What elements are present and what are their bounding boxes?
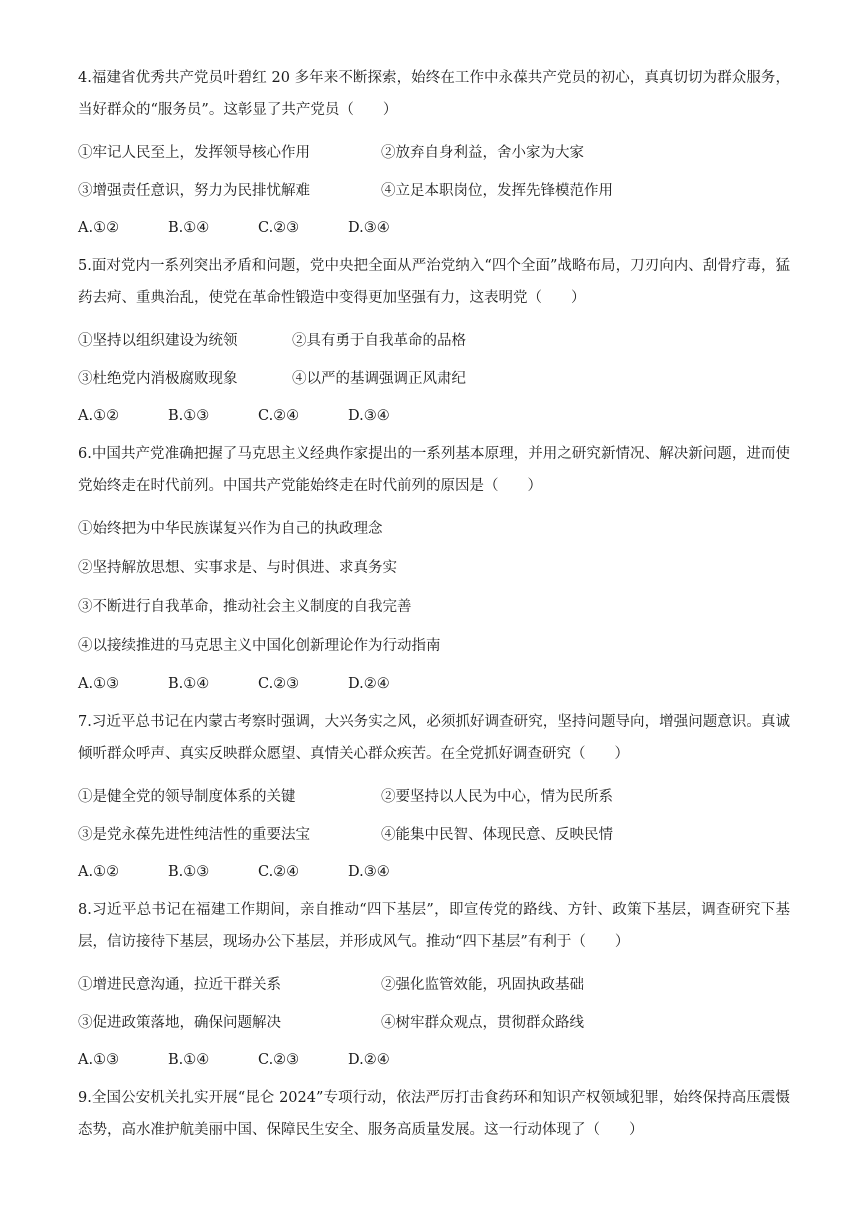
- question-9: [78, 1082, 790, 1146]
- option-row: [78, 814, 790, 852]
- option-1: ①是健全党的领导制度体系的关键: [78, 788, 296, 805]
- question-8: [78, 894, 790, 1080]
- choice-b: B.①④: [168, 1052, 210, 1068]
- choice-d: D.③④: [348, 408, 390, 424]
- question-stem: 5.面对党内一系列突出矛盾和问题，党中央把全面从严治党纳入“四个全面”战略布局，刀刃向内、刮骨疗毒，猛药去疴、重典治乱，使党在革命性锻造中变得更加坚强有力，这表明党（ ）: [78, 258, 790, 306]
- choice-a: A.①③: [78, 676, 120, 692]
- option-2: ②强化监管效能，巩固执政基础: [381, 976, 584, 993]
- option-3: ③是党永葆先进性纯洁性的重要法宝: [78, 826, 310, 843]
- choice-c: C.②④: [258, 408, 300, 424]
- question-stem: 6.中国共产党准确把握了马克思主义经典作家提出的一系列基本原理，并用之研究新情况、解决新问题，进而使党始终走在时代前列。中国共产党能始终走在时代前列的原因是（ ）: [78, 446, 790, 494]
- choice-d: D.②④: [348, 676, 390, 692]
- choice-b: B.①④: [168, 220, 210, 236]
- question-stem: 7.习近平总书记在内蒙古考察时强调，大兴务实之风，必须抓好调查研究，坚持问题导向，增强问题意识。真诚倾听群众呼声、真实反映群众愿望、真情关心群众疾苦。在全党抓好调查研究（ ）: [78, 714, 790, 762]
- answer-choices: [78, 852, 790, 892]
- question-5: [78, 250, 790, 436]
- option-2: ②坚持解放思想、实事求是、与时俱进、求真务实: [78, 560, 397, 576]
- option-1: ①坚持以组织建设为统领: [78, 332, 238, 349]
- option-row: [78, 320, 790, 358]
- option-3: ③促进政策落地，确保问题解决: [78, 1014, 281, 1031]
- option-2: ②具有勇于自我革命的品格: [292, 332, 466, 349]
- choice-b: B.①③: [168, 408, 210, 424]
- choice-d: D.③④: [348, 864, 390, 880]
- choice-c: C.②④: [258, 864, 300, 880]
- option-4: ④以接续推进的马克思主义中国化创新理论作为行动指南: [78, 638, 441, 654]
- question-6: [78, 438, 790, 704]
- choice-c: C.②③: [258, 676, 300, 692]
- option-4: ④以严的基调强调正风肃纪: [292, 370, 466, 387]
- option-1: ①牢记人民至上，发挥领导核心作用: [78, 144, 310, 161]
- option-4: ④树牢群众观点，贯彻群众路线: [381, 1014, 584, 1031]
- choice-b: B.①④: [168, 676, 210, 692]
- question-stem: 9.全国公安机关扎实开展“昆仑 2024”专项行动，依法严厉打击食药环和知识产权领域犯罪，始终保持高压震慑态势，高水准护航美丽中国、保障民生安全、服务高质量发展。这一行动体现了（ ）: [78, 1090, 790, 1138]
- option-4: ④立足本职岗位，发挥先锋模范作用: [381, 182, 613, 199]
- choice-a: A.①③: [78, 1052, 120, 1068]
- choice-d: D.③④: [348, 220, 390, 236]
- choice-b: B.①③: [168, 864, 210, 880]
- answer-choices: [78, 664, 790, 704]
- option-4: ④能集中民智、体现民意、反映民情: [381, 826, 613, 843]
- option-2: ②要坚持以人民为中心，情为民所系: [381, 788, 613, 805]
- option-1: ①增进民意沟通，拉近干群关系: [78, 976, 281, 993]
- answer-choices: [78, 396, 790, 436]
- answer-choices: [78, 208, 790, 248]
- answer-choices: [78, 1040, 790, 1080]
- choice-a: A.①②: [78, 220, 120, 236]
- option-row: [78, 964, 790, 1002]
- choice-a: A.①②: [78, 864, 120, 880]
- option-row: [78, 1002, 790, 1040]
- choice-a: A.①②: [78, 408, 120, 424]
- choice-c: C.②③: [258, 220, 300, 236]
- question-4: [78, 62, 790, 248]
- option-3: ③增强责任意识，努力为民排忧解难: [78, 182, 310, 199]
- question-7: [78, 706, 790, 892]
- question-stem: 4.福建省优秀共产党员叶碧红 20 多年来不断探索，始终在工作中永葆共产党员的初心，真真切切为群众服务，当好群众的“服务员”。这彰显了共产党员（ ）: [78, 70, 790, 118]
- option-3: ③不断进行自我革命，推动社会主义制度的自我完善: [78, 599, 412, 615]
- option-2: ②放弃自身利益，舍小家为大家: [381, 144, 584, 161]
- option-1: ①始终把为中华民族谋复兴作为自己的执政理念: [78, 521, 383, 537]
- option-3: ③杜绝党内消极腐败现象: [78, 370, 238, 387]
- option-row: [78, 358, 790, 396]
- choice-c: C.②③: [258, 1052, 300, 1068]
- option-row: [78, 132, 790, 170]
- question-stem: 8.习近平总书记在福建工作期间，亲自推动“四下基层”，即宣传党的路线、方针、政策下基层，调查研究下基层，信访接待下基层，现场办公下基层，并形成风气。推动“四下基层”有利于（ ）: [78, 902, 790, 950]
- exam-page: [78, 62, 790, 1152]
- option-row: [78, 776, 790, 814]
- option-row: [78, 170, 790, 208]
- choice-d: D.②④: [348, 1052, 390, 1068]
